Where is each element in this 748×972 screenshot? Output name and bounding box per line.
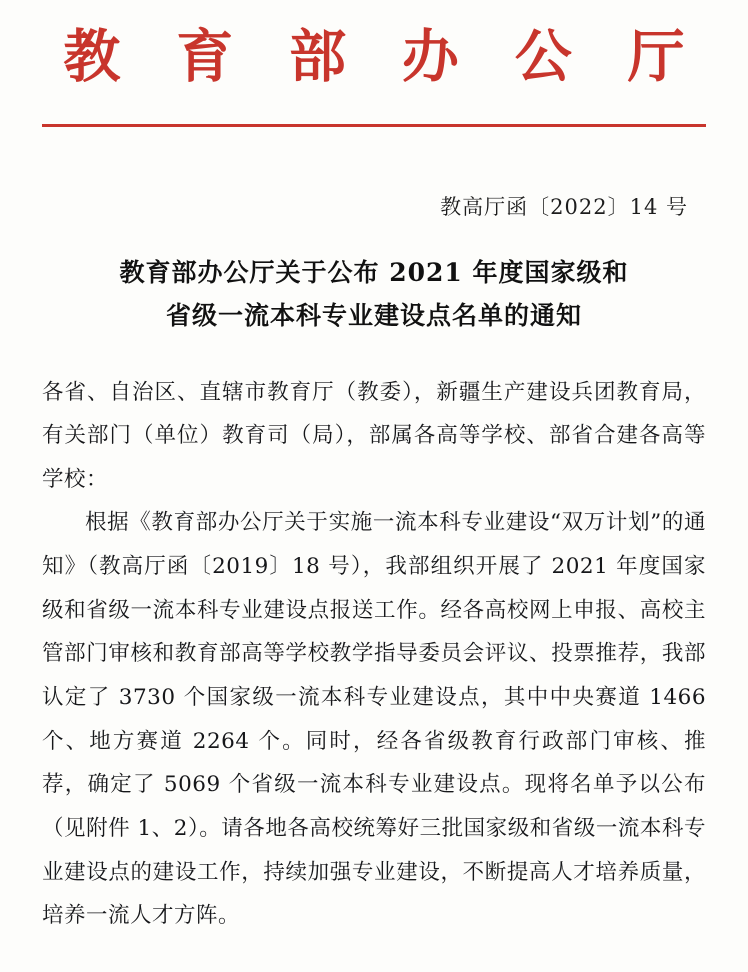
issuing-organization-title: 教 育 部 办 公 厅	[63, 23, 703, 90]
document-number-row	[42, 191, 706, 221]
document-title-line-2: 省级一流本科专业建设点名单的通知	[165, 300, 582, 330]
masthead	[42, 0, 706, 127]
body-paragraph-main: 根据《教育部办公厅关于实施一流本科专业建设“双万计划”的通知》（教高厅函〔2019〕18 号），我部组织开展了 2021 年度国家级和省级一流本科专业建设点报送工作。经各高校网上申报、高校主管部门审核和教育部高等学校教学指导委员会评议、投票推荐，我部认定了 3730 个国家级一流本科专业建设点，其中中央赛道 1466 个、地方赛道 2264 个。同时，经各省级教育行政部门审核、推荐，确定了 5069 个省级一流本科专业建设点。现将名单予以公布（见附件 1、2）。请各地各高校统筹好三批国家级和省级一流本科专业建设点的建设工作，持续加强专业建设，不断提高人才培养质量，培养一流人才方阵。	[42, 510, 706, 929]
document-number: 教高厅函〔2022〕14 号	[440, 194, 688, 219]
document-title	[42, 251, 706, 337]
body-paragraph-addressee: 各省、自治区、直辖市教育厅（教委），新疆生产建设兵团教育局，有关部门（单位）教育司（局），部属各高等学校、部省合建各高等学校：	[42, 379, 706, 492]
document-title-line-1: 教育部办公厅关于公布 2021 年度国家级和	[119, 257, 629, 287]
masthead-divider	[42, 124, 706, 127]
document-body	[42, 371, 706, 938]
